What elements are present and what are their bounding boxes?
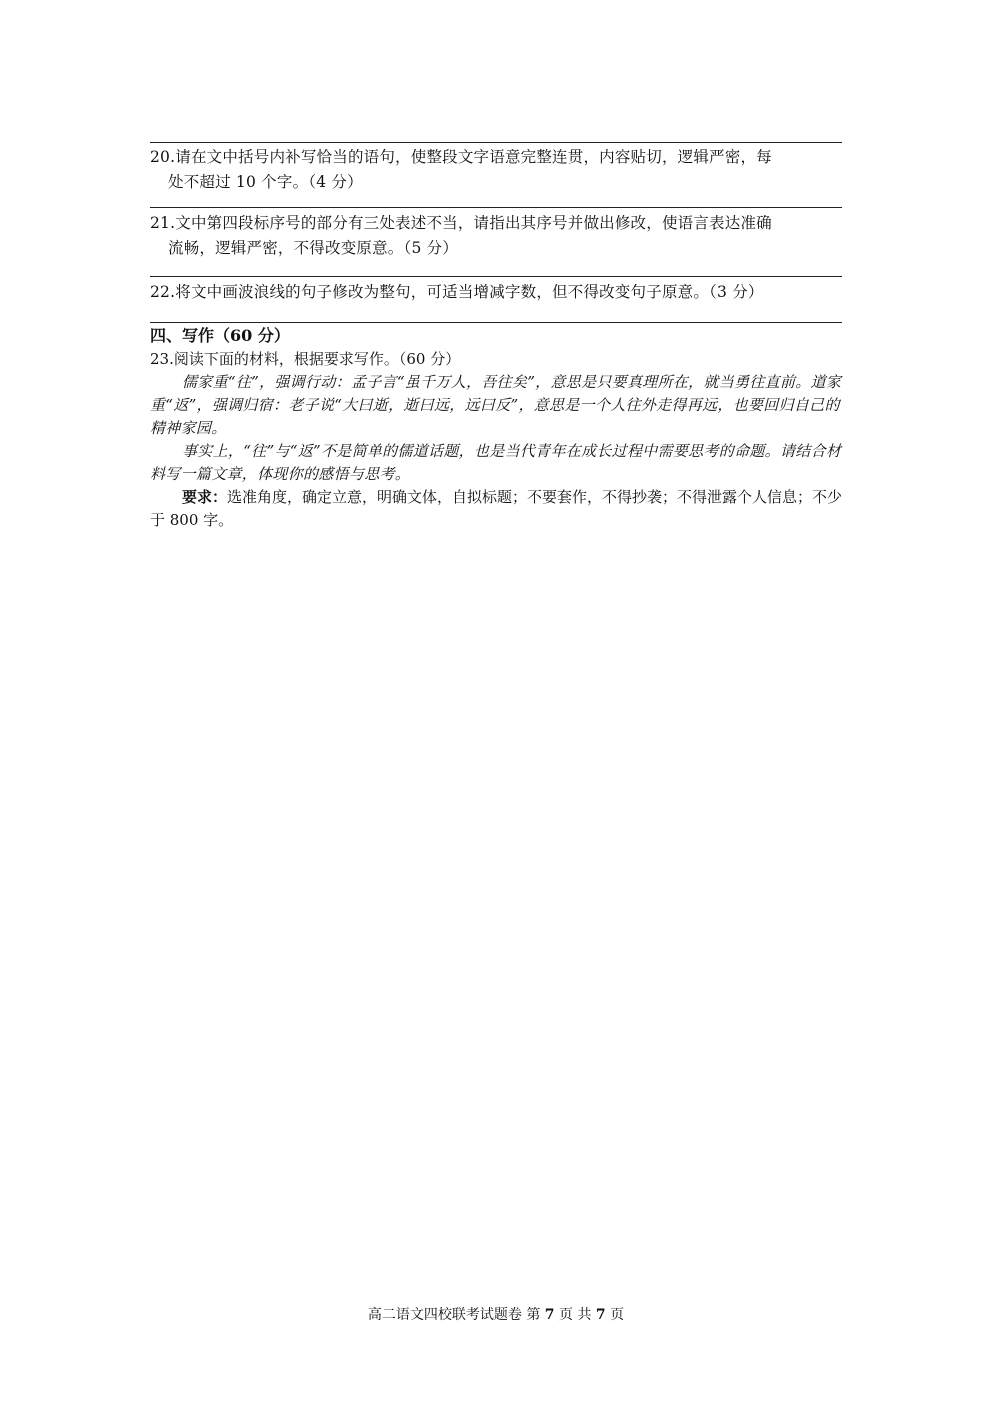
- footer-page-number: 7: [544, 1307, 555, 1323]
- answer-line-q20: [150, 207, 842, 208]
- question-20-line2: 处不超过 10 个字。（4 分）: [168, 173, 363, 191]
- writing-requirements: [150, 486, 845, 532]
- section-title-writing: 四、写作（60 分）: [150, 326, 290, 345]
- question-20: [150, 145, 845, 195]
- question-21-line1: 21.文中第四段标序号的部分有三处表述不当，请指出其序号并做出修改，使语言表达准确: [150, 214, 772, 232]
- footer-suffix: 页: [605, 1307, 625, 1323]
- footer-prefix: 高二语文四校联考试题卷 第: [367, 1307, 545, 1323]
- footer-total-pages: 7: [595, 1307, 606, 1323]
- question-22: [150, 280, 845, 305]
- question-23-title: 23.阅读下面的材料，根据要求写作。（60 分）: [150, 350, 461, 368]
- question-21-line2: 流畅，逻辑严密，不得改变原意。（5 分）: [168, 239, 459, 257]
- answer-line-q22: [150, 322, 842, 323]
- question-21: [150, 211, 845, 261]
- footer-middle: 页 共: [554, 1307, 596, 1323]
- requirement-text: 选准角度，确定立意，明确文体，自拟标题；不要套作，不得抄袭；不得泄露个人信息；不少于 800 字。: [150, 488, 843, 529]
- material-paragraph-1: 儒家重“往”，强调行动：孟子言“虽千万人，吾往矣”，意思是只要真理所在，就当勇往直前。道家重“返”，强调归宿：老子说“大曰逝，逝曰远，远曰反”，意思是一个人往外走得再远，也要回归自己的精神家园。: [150, 373, 842, 437]
- writing-block: [150, 348, 845, 532]
- answer-line-q21: [150, 276, 842, 277]
- page-footer: [0, 1305, 992, 1325]
- requirement-label: 要求：: [182, 488, 228, 506]
- question-20-line1: 20.请在文中括号内补写恰当的语句，使整段文字语意完整连贯，内容贴切，逻辑严密，每: [150, 148, 772, 166]
- answer-line-top-q20: [150, 142, 842, 143]
- question-22-line1: 22.将文中画波浪线的句子修改为整句，可适当增减字数，但不得改变句子原意。（3 分）: [150, 283, 764, 301]
- material-paragraph-2: 事实上，“往”与“返”不是简单的儒道话题，也是当代青年在成长过程中需要思考的命题。请结合材料写一篇文章，体现你的感悟与思考。: [150, 442, 842, 483]
